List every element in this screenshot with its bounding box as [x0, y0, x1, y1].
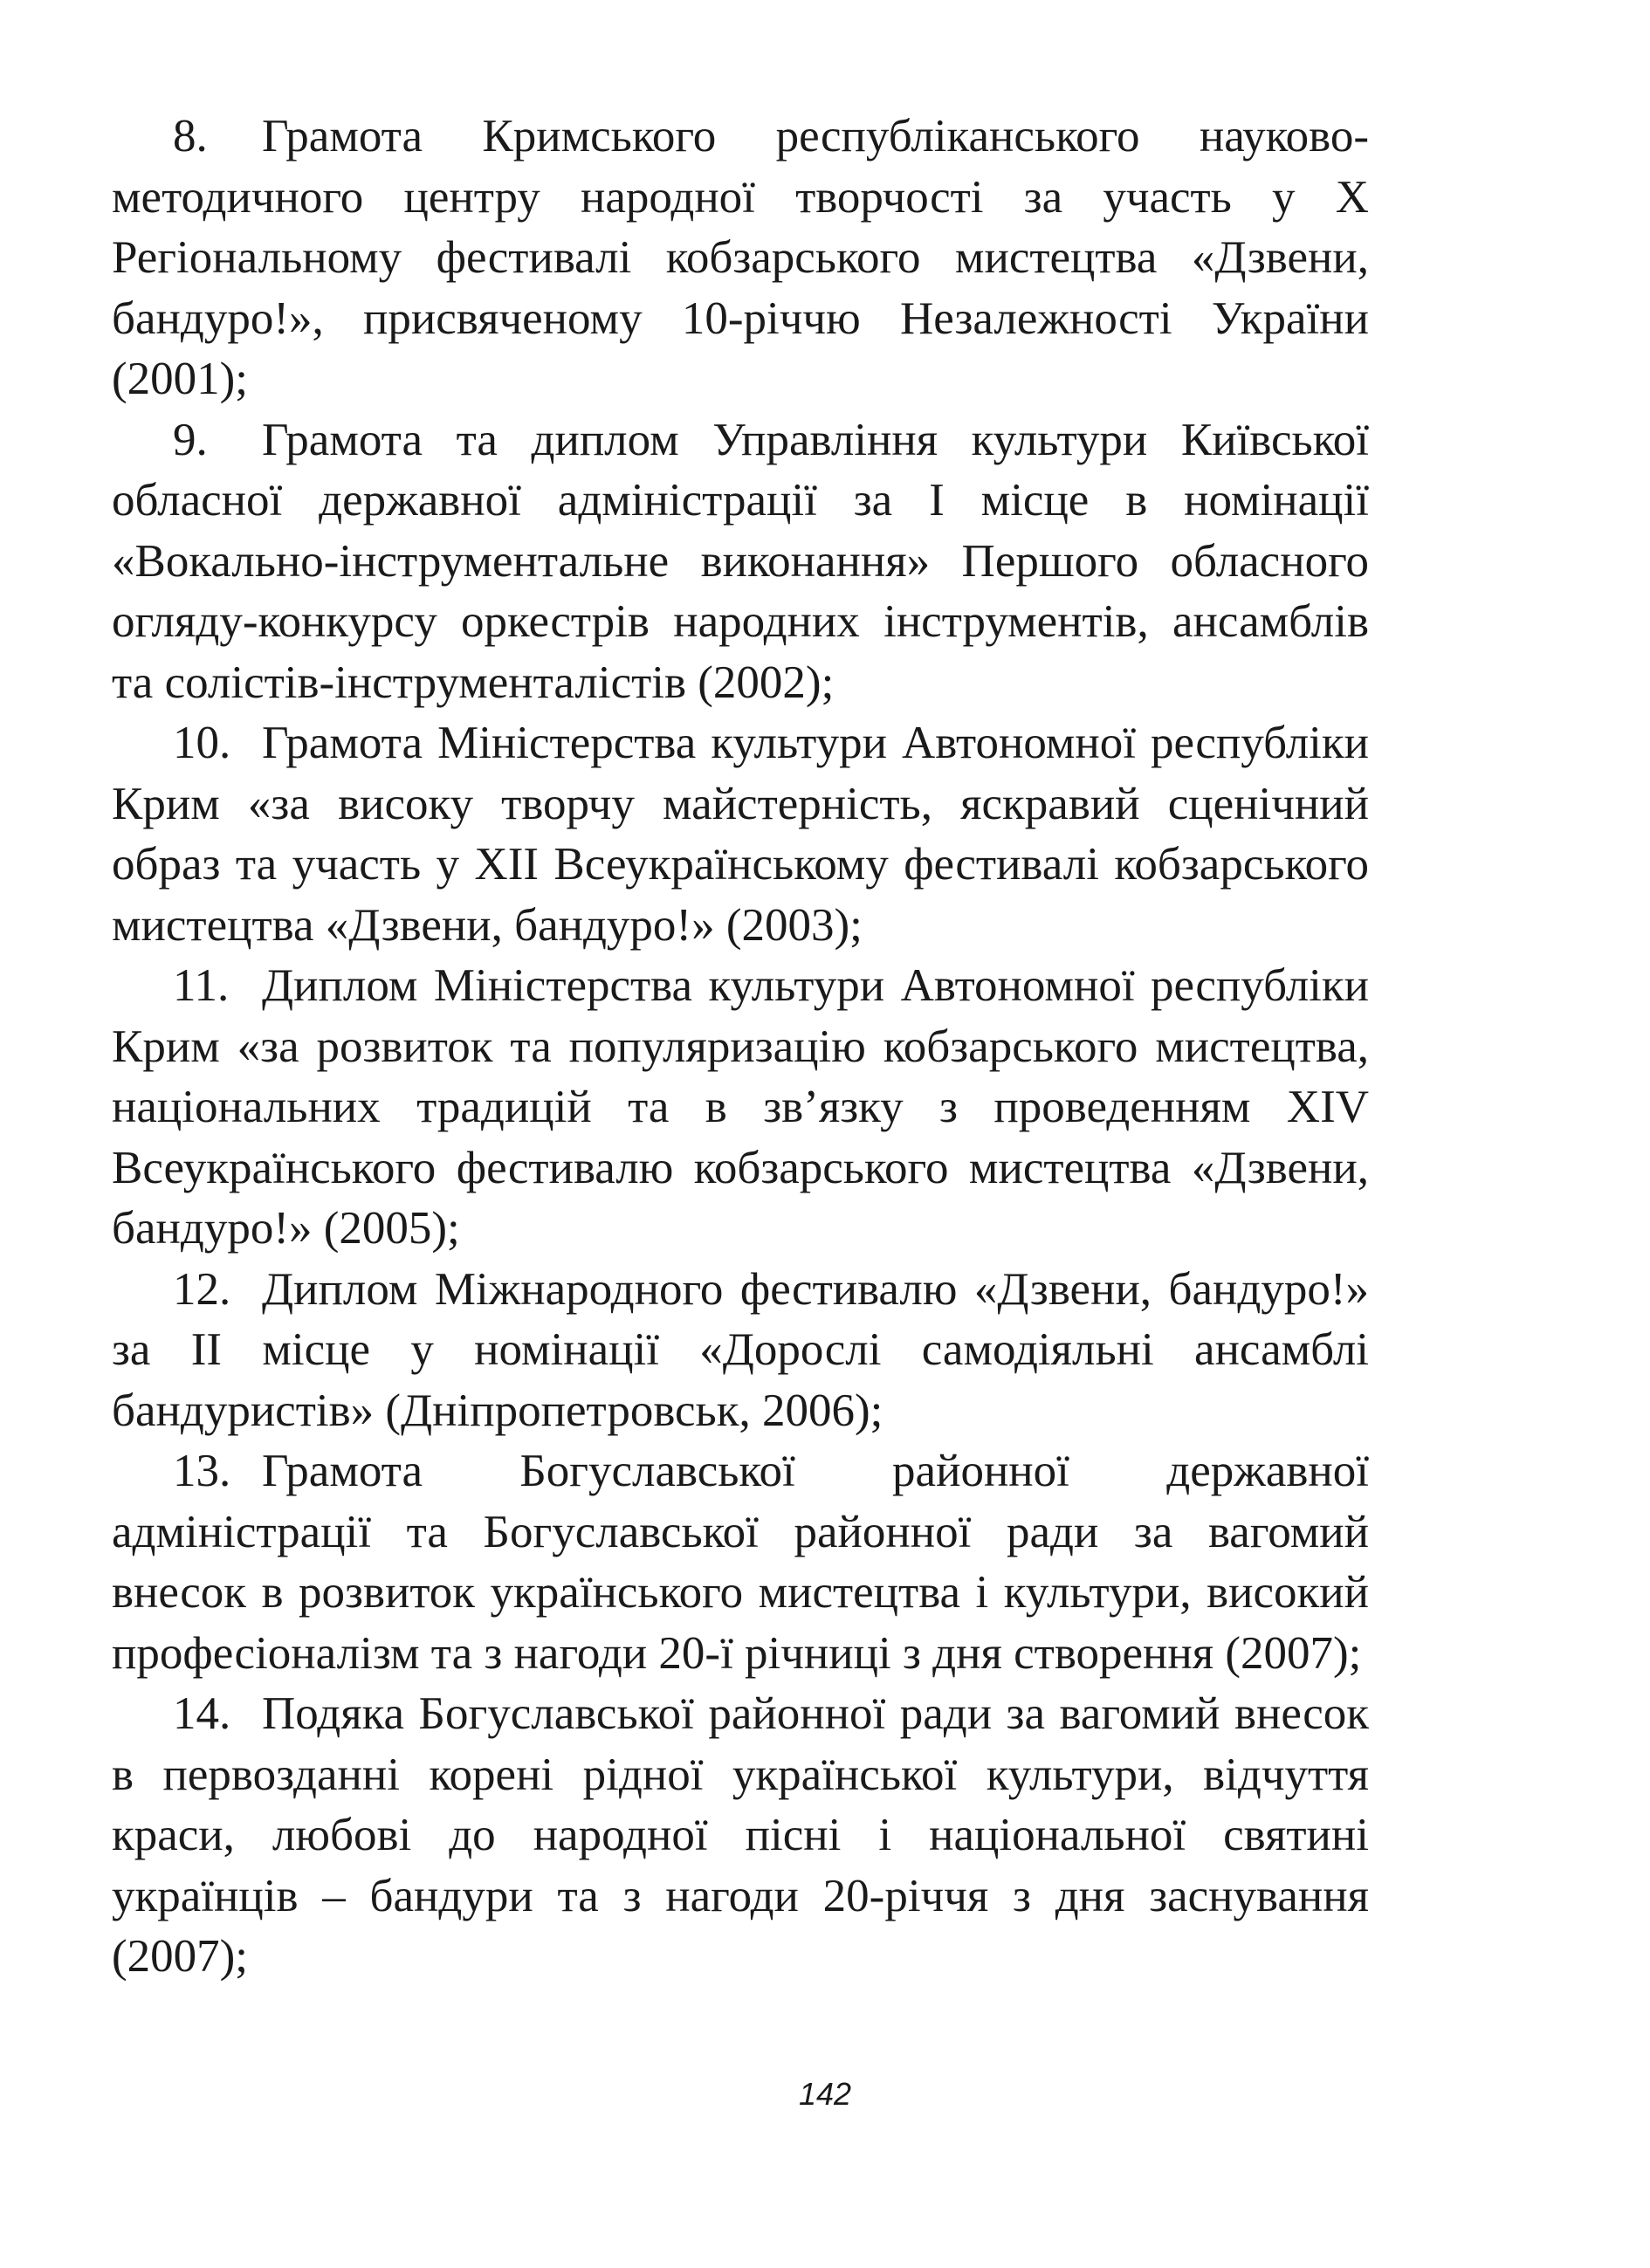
page-number: 142	[798, 2076, 852, 2112]
item-number: 10.	[173, 718, 231, 768]
item-number: 9.	[173, 414, 208, 465]
item-number: 12.	[173, 1263, 231, 1315]
list-item	[112, 1441, 1369, 1684]
item-text: Диплом Міністерства культури Автономної республіки Крим «за розвиток та популяризацію кобзарського мистецтва, національних традицій та в зв’язку з проведенням XIV Всеукраїнського фестивалю кобзарського мистецтва «Дзвени, бандуро!» (2005);	[112, 960, 1369, 1254]
item-text: Грамота та диплом Управління культури Київської обласної державної адміністрації за I місце в номінації «Вокально-інструментальне виконання» Першого обласного огляду-конкурсу оркестрів народних інструментів, ансамблів та солістів-інструменталістів (2002);	[112, 414, 1369, 708]
item-text: Грамота Богуславської районної державної адміністрації та Богуславської районної ради за вагомий внесок в розвиток українського мистецтва і культури, високий професіоналізм та з нагоди 20-ї річниці з дня створення (2007);	[112, 1446, 1369, 1679]
awards-list	[112, 107, 1369, 1988]
list-item	[112, 1260, 1369, 1442]
list-item	[112, 107, 1369, 410]
item-number: 13.	[173, 1446, 231, 1496]
item-text: Подяка Богуславської районної ради за вагомий внесок в первозданні корені рідної української культури, відчуття краси, любові до народної пісні і національної святині українців – бандури та з нагоди 20-річчя з дня заснування (2007);	[112, 1688, 1369, 1982]
item-text: Грамота Міністерства культури Автономної республіки Крим «за високу творчу майстерність, яскравий сценічний образ та участь у XII Всеукраїнському фестивалі кобзарського мистецтва «Дзвени, бандуро!» (2003);	[112, 718, 1369, 951]
list-item	[112, 956, 1369, 1260]
list-item	[112, 1684, 1369, 1988]
item-number: 11.	[173, 960, 230, 1011]
item-number: 8.	[173, 111, 208, 162]
list-item	[112, 713, 1369, 956]
item-number: 14.	[173, 1688, 231, 1739]
item-text: Диплом Міжнародного фестивалю «Дзвени, бандуро!» за II місце у номінації «Дорослі самодіяльні ансамблі бандуристів» (Дніпропетровськ, 2006);	[112, 1263, 1369, 1436]
list-item	[112, 410, 1369, 714]
item-text: Грамота Кримського республіканського науково-методичного центру народної творчості за участь у X Регіональному фестивалі кобзарського мистецтва «Дзвени, бандуро!», присвяченому 10-річчю Незалежності України (2001);	[112, 111, 1369, 404]
